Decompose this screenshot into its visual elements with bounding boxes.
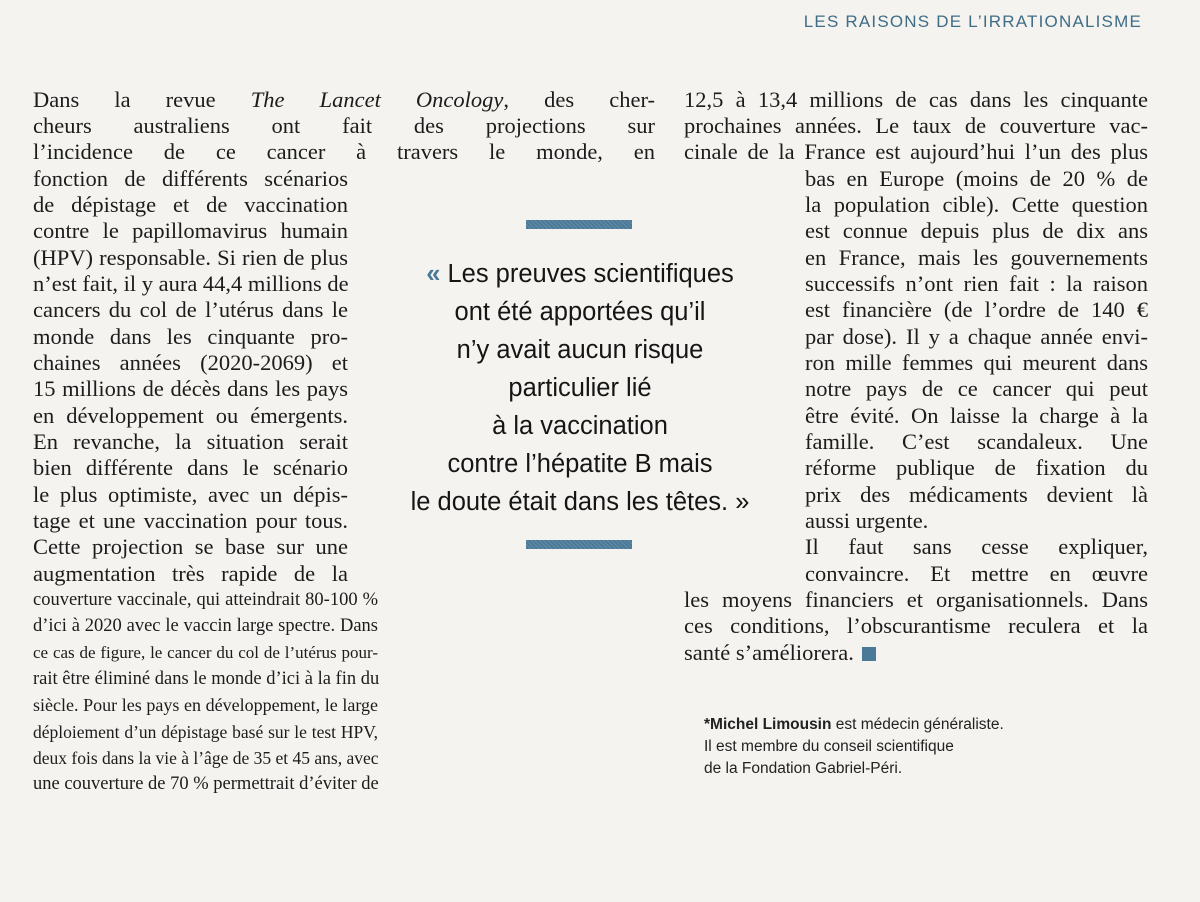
body-line: le plus optimiste, avec un dépis-: [33, 482, 348, 507]
body-line: une couverture de 70 % permettrait d’éviter de: [33, 774, 379, 794]
body-line: cinale de la France est aujourd’hui l’un des plus: [684, 139, 1148, 164]
body-line: monde dans les cinquante pro-: [33, 324, 348, 349]
body-line: Cette projection se base sur une: [33, 534, 348, 559]
text-run: , des cher-: [503, 87, 655, 112]
body-line: les moyens financiers et organisationnels. Dans: [684, 587, 1148, 612]
body-line: est financière (de l’ordre de 140 €: [805, 297, 1148, 322]
body-line: l’incidence de ce cancer à travers le monde, en: [33, 139, 655, 164]
body-line: [684, 640, 1148, 666]
bio-line: [704, 714, 1004, 735]
body-line: (HPV) responsable. Si rien de plus: [33, 245, 348, 270]
body-line: couverture vaccinale, qui atteindrait 80-100 %: [33, 590, 378, 610]
section-header: LES RAISONS DE L’IRRATIONALISME: [803, 12, 1142, 31]
body-line: bas en Europe (moins de 20 % de: [805, 166, 1148, 191]
quote-divider-top: [526, 220, 632, 229]
body-line: prochaines années. Le taux de couverture vac-: [684, 113, 1148, 138]
body-line: contre le papillomavirus humain: [33, 218, 348, 243]
quote-line: ont été apportées qu’il: [454, 298, 706, 326]
body-line: d’ici à 2020 avec le vaccin large spectre. Dans: [33, 616, 378, 636]
body-line: par dose). Il y a chaque année envi-: [805, 324, 1148, 349]
author-name: *Michel Limousin: [704, 716, 832, 733]
body-line: réforme publique de fixation du: [805, 455, 1148, 480]
body-line: augmentation très rapide de la: [33, 561, 348, 586]
body-line: aussi urgente.: [805, 508, 929, 533]
body-line: la population cible). Cette question: [805, 192, 1148, 217]
body-line: fonction de différents scénarios: [33, 166, 348, 191]
body-line: convaincre. Et mettre en œuvre: [805, 561, 1148, 586]
body-line: rait être éliminé dans le monde d’ici à la fin du: [33, 669, 380, 689]
bio-line: de la Fondation Gabriel-Péri.: [704, 760, 903, 777]
body-line: déploiement d’un dépistage basé sur le test HPV,: [33, 722, 378, 742]
body-line: Il faut sans cesse expliquer,: [805, 534, 1148, 559]
quote-line: à la vaccination: [492, 412, 668, 440]
quote-text: Les preuves scientifiques: [447, 260, 734, 288]
quote-line: n’y avait aucun risque: [456, 336, 704, 364]
body-line: 12,5 à 13,4 millions de cas dans les cinquante: [684, 87, 1148, 112]
body-line: de dépistage et de vaccination: [33, 192, 348, 217]
quote-divider-bottom: [526, 540, 632, 549]
body-line: cheurs australiens ont fait des projections sur: [33, 113, 655, 138]
quote-line: [370, 258, 790, 290]
quote-line: particulier lié: [508, 374, 652, 402]
body-line: en France, mais les gouvernements: [805, 245, 1148, 270]
body-line: ce cas de figure, le cancer du col de l’utérus pour-: [33, 643, 378, 662]
open-quote-mark: «: [426, 260, 441, 288]
body-line: prix des médicaments devient là: [805, 482, 1148, 507]
body-line: en développement ou émergents.: [33, 403, 348, 428]
body-line: est connue depuis plus de dix ans: [805, 218, 1148, 243]
body-line: famille. C’est scandaleux. Une: [805, 429, 1148, 454]
body-line: bien différente dans le scénario: [33, 455, 348, 480]
quote-line: [370, 486, 790, 518]
text-run: est médecin généraliste.: [831, 716, 1004, 733]
body-line: deux fois dans la vie à l’âge de 35 et 45 ans, avec: [33, 748, 379, 768]
text-run: santé s’améliorera.: [684, 640, 854, 665]
body-line: successifs n’ont rien fait : la raison: [805, 271, 1148, 296]
text-run: Dans la revue: [33, 87, 251, 112]
body-line: notre pays de ce cancer qui peut: [805, 376, 1148, 401]
quote-text: le doute était dans les têtes.: [410, 488, 729, 516]
body-line: être évité. On laisse la charge à la: [805, 403, 1148, 428]
body-line: n’est fait, il y aura 44,4 millions de: [33, 271, 349, 296]
body-line: tage et une vaccination pour tous.: [33, 508, 348, 533]
close-quote-mark: »: [735, 488, 750, 516]
quote-line: contre l’hépatite B mais: [447, 450, 713, 478]
body-line: En revanche, la situation serait: [33, 429, 348, 454]
body-line: chaines années (2020-2069) et: [33, 350, 348, 375]
body-line: 15 millions de décès dans les pays: [33, 376, 348, 401]
body-line: cancers du col de l’utérus dans le: [33, 297, 348, 322]
body-line: siècle. Pour les pays en développement, le large: [33, 695, 378, 715]
body-line: ron mille femmes qui meurent dans: [805, 350, 1148, 375]
body-line: ces conditions, l’obscurantisme reculera et la: [684, 613, 1148, 638]
end-of-article-square-icon: [862, 647, 876, 661]
body-line: [33, 87, 655, 113]
bio-line: Il est membre du conseil scientifique: [704, 738, 954, 755]
journal-title: The Lancet Oncology: [250, 87, 504, 112]
